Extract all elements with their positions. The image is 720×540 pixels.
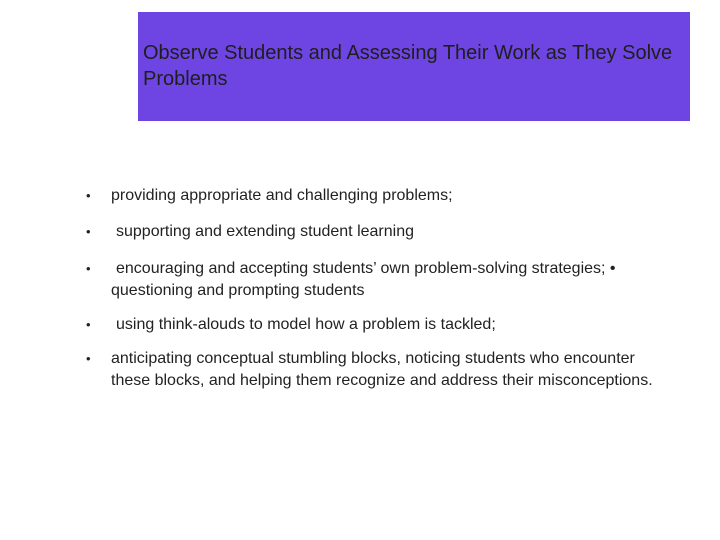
bullet-marker: • xyxy=(86,261,91,276)
bullet-text-line: questioning and prompting students xyxy=(111,282,365,299)
slide-title: Observe Students and Assessing Their Work as They Solve Problems xyxy=(143,42,673,90)
bullet-text-line: encouraging and accepting students’ own problem-solving strategies; • xyxy=(116,260,616,277)
bullet-text: using think-alouds to model how a problem is tackled; xyxy=(116,316,496,333)
bullet-marker: • xyxy=(86,188,91,203)
bullet-text: providing appropriate and challenging problems; xyxy=(111,187,453,204)
bullet-marker: • xyxy=(86,351,91,366)
bullet-marker: • xyxy=(86,317,91,332)
bullet-text xyxy=(111,258,671,302)
bullet-text: anticipating conceptual stumbling blocks, noticing students who encounter these blocks, and helping them recognize and address their misconceptions. xyxy=(111,350,653,389)
bullet-marker: • xyxy=(86,224,91,239)
bullet-text: supporting and extending student learning xyxy=(116,223,414,240)
